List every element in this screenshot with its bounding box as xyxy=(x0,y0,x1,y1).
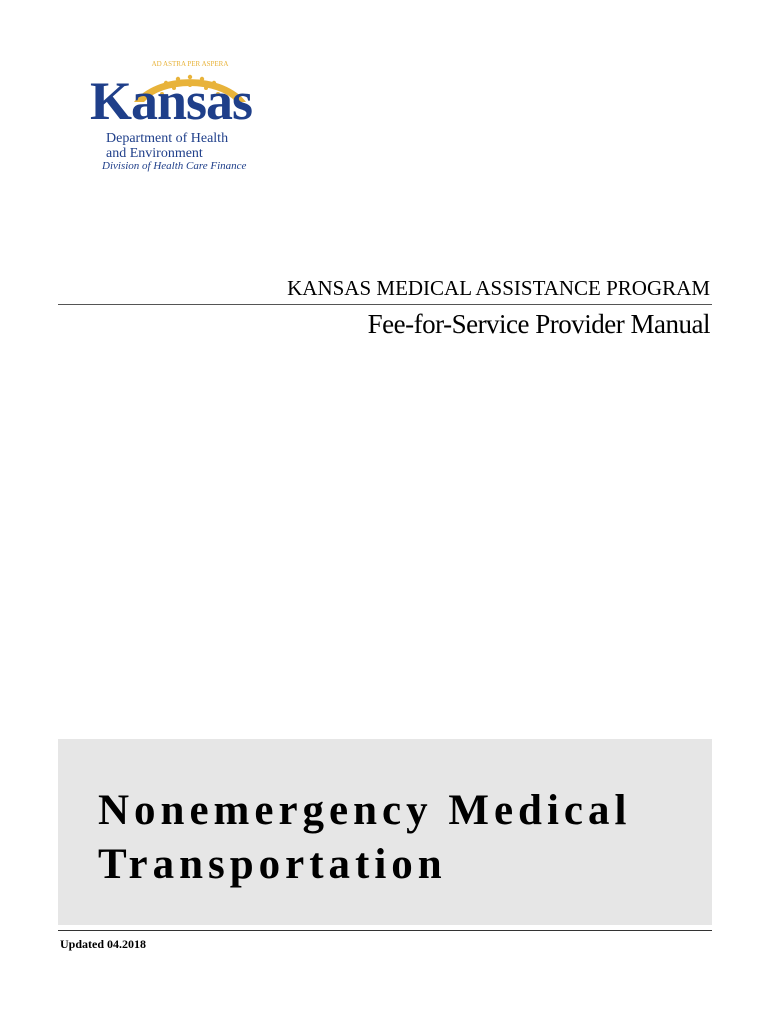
document-title-line-1: Nonemergency Medical xyxy=(98,787,632,834)
logo-wordmark: Kansas xyxy=(90,71,253,131)
footer-divider xyxy=(58,930,712,931)
updated-date: Updated 04.2018 xyxy=(60,937,147,951)
kdhe-logo xyxy=(86,50,256,175)
program-heading: KANSAS MEDICAL ASSISTANCE PROGRAM xyxy=(287,276,710,300)
title-panel xyxy=(58,739,712,925)
logo-department: Department of Health xyxy=(106,131,229,146)
manual-subtitle: Fee-for-Service Provider Manual xyxy=(367,309,710,339)
logo-environment: and Environment xyxy=(106,146,203,161)
logo-division: Division of Health Care Finance xyxy=(102,160,247,172)
document-title-line-2: Transportation xyxy=(98,841,447,888)
header-divider xyxy=(58,304,712,305)
seal-motto: AD ASTRA PER ASPERA xyxy=(151,60,229,68)
